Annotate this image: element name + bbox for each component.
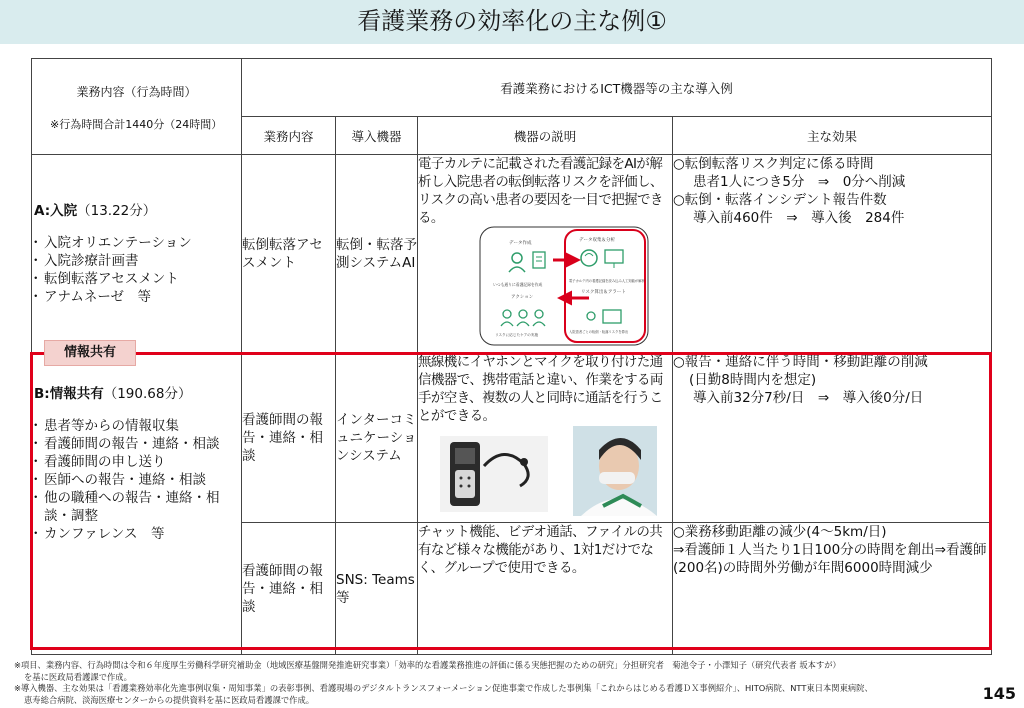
footnote-line: ※項目、業務内容、行為時間は令和６年度厚生労働科学研究補助金（地域医療基盤開発推進研究事業）「効率的な看護業務推進の評価に係る実態把握のための研究」分担研究者 菊池令子・小澤知子（研究代表者 坂本すが） [14, 660, 841, 670]
diagram-label: いつも通りに看護記録を作成 [493, 282, 543, 287]
diagram-label: 電子カルテ内の看護記録を読み込み人工知能が解析 [569, 279, 645, 283]
diagram-label: リスク算出＆アラート [581, 290, 626, 295]
row-a-category [32, 155, 242, 353]
effect-line: ⇒看護師１人当たり1日100分の時間を創出⇒看護師(200名)の時間外労働が年間6000時間減少 [673, 542, 987, 576]
list-item: ・ カンファレンス 等 [32, 525, 241, 543]
ai-flow-diagram-svg [479, 226, 649, 346]
page-title: 看護業務の効率化の主な例① [357, 7, 667, 35]
list-item: ・ 医師への報告・連絡・相談 [32, 471, 241, 489]
effect-line: (日勤8時間内を想定) [689, 372, 817, 388]
list-item: ・ 患者等からの情報収集 [32, 417, 241, 435]
row-b-heading: B:情報共有 [34, 386, 104, 402]
header-effect: 主な効果 [673, 117, 992, 155]
header-task: 業務内容 [242, 117, 336, 155]
page-number: 145 [982, 684, 1016, 703]
row-a-task: 転倒転落アセスメント [242, 155, 336, 353]
row-a-effect [673, 155, 992, 353]
list-item: ・ 入院オリエンテーション [32, 234, 241, 252]
row-b1-description-text: 無線機にイヤホンとマイクを取り付けた通信機器で、携帯電話と違い、作業をする両手が空き、複数の人と同時に通話を行うことができる。 [418, 354, 663, 424]
row-a-description-text: 電子カルテに記載された看護記録をAIが解析し入院患者の転倒転落リスクを評価し、リスクの高い患者の要因を一目で把握できる。 [418, 156, 663, 226]
effect-line: ○報告・連絡に伴う時間・移動距離の削減 [673, 354, 928, 370]
list-item: ・ 他の職種への報告・連絡・相談・調整 [32, 489, 241, 525]
header-task-time-label: 業務内容（行為時間） [76, 85, 197, 99]
row-a-device: 転倒・転落予測システムAI [336, 155, 418, 353]
diagram-label: アクション [511, 295, 534, 300]
list-item: ・ アナムネーゼ 等 [32, 288, 241, 306]
row-a-items [32, 234, 241, 306]
effect-line: 導入前32分7秒/日 ⇒ 導入後0分/日 [693, 390, 924, 406]
header-total-time-note: ※行為時間合計1440分（24時間） [50, 118, 223, 131]
header-description: 機器の説明 [418, 117, 673, 155]
diagram-label: データ作成 [509, 241, 532, 246]
footnotes [14, 660, 974, 706]
footnote-line: ※導入機器、主な効果は「看護業務効率化先進事例収集・周知事業」の表彰事例、看護現場のデジタルトランスフォーメーション促進事業で作成した事例集「これからはじめる看護ＤＸ事例紹介」、HITO病院、NTT東日本関東病院、 [14, 683, 873, 693]
list-item: ・ 転倒転落アセスメント [32, 270, 241, 288]
row-a-time: （13.22分） [77, 202, 157, 219]
header-task-time [32, 59, 242, 155]
diagram-label: データ収集＆分析 [579, 238, 615, 243]
list-item: ・ 看護師間の報告・連絡・相談 [32, 435, 241, 453]
row-a-heading: A:入院 [34, 202, 78, 219]
info-sharing-tag: 情報共有 [44, 340, 136, 366]
row-b1-task: 看護師間の報告・連絡・相談 [242, 353, 336, 523]
row-b2-device: SNS: Teams等 [336, 523, 418, 655]
diagram-label: 入院患者ごとの転倒・転落リスクを算出 [569, 330, 629, 334]
footnote-line: を基に医政局看護課で作成。 [24, 671, 132, 682]
list-item: ・ 看護師間の申し送り [32, 453, 241, 471]
effect-line: ○業務移動距離の減少(4～5km/日) [673, 524, 887, 540]
ai-flow-diagram [479, 226, 649, 346]
row-b2-task: 看護師間の報告・連絡・相談 [242, 523, 336, 655]
row-b2-description: チャット機能、ビデオ通話、ファイルの共有など様々な機能があり、1対1だけでなく、グループで使用できる。 [418, 523, 673, 655]
header-device: 導入機器 [336, 117, 418, 155]
effect-line: 患者1人につき5分 ⇒ 0分へ削減 [693, 174, 906, 190]
info-sharing-highlight [30, 352, 992, 650]
effect-line: 導入前460件 ⇒ 導入後 284件 [693, 210, 905, 226]
effect-line: ○転倒・転落インシデント報告件数 [673, 192, 887, 208]
header-ict-group: 看護業務におけるICT機器等の主な導入例 [242, 59, 992, 117]
diagram-label: リスクに応じたケアの実施 [495, 333, 539, 337]
row-b-time: （190.68分） [103, 386, 192, 402]
effect-line: ○転倒転落リスク判定に係る時間 [673, 156, 874, 172]
row-b1-device: インターコミュニケーションシステム [336, 353, 418, 523]
list-item: ・ 入院診療計画書 [32, 252, 241, 270]
footnote-line: 恵寿総合病院、淡海医療センターからの提供資料を基に医政局看護課で作成。 [24, 694, 315, 705]
